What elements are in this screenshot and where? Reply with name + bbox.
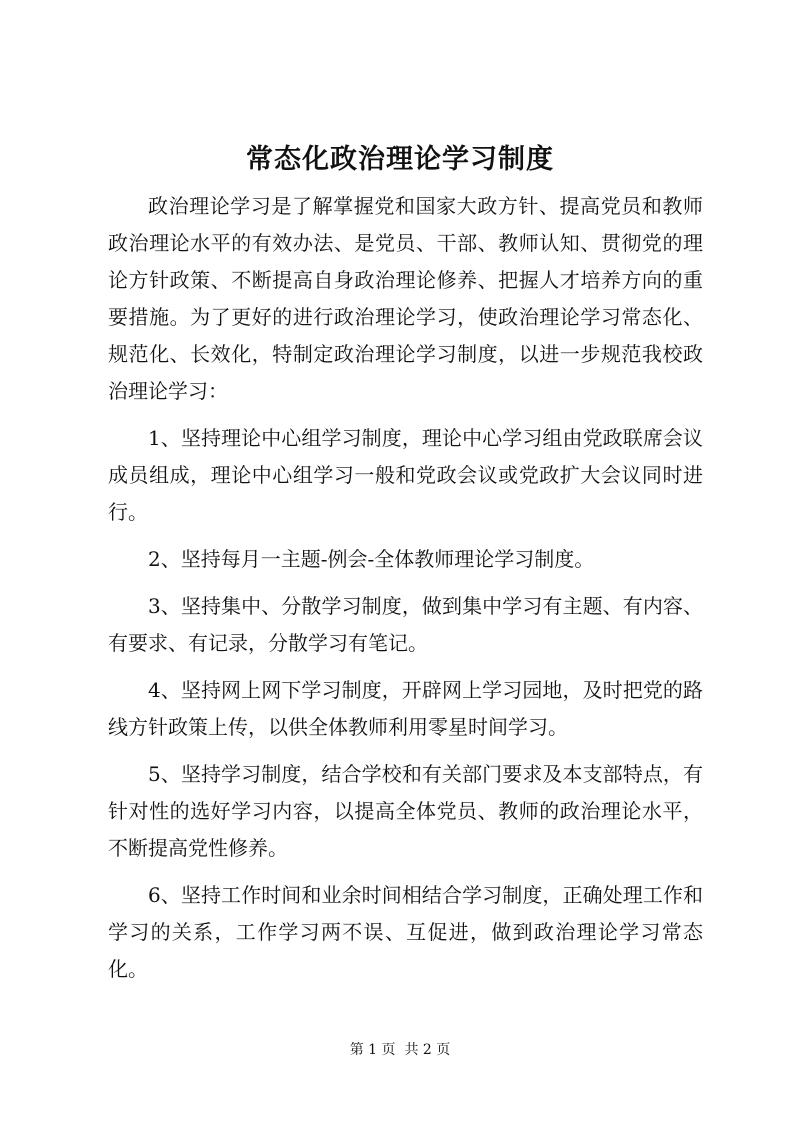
paragraph-item-3: 3、坚持集中、分散学习制度，做到集中学习有主题、有内容、有要求、有记录，分散学习有笔记。	[108, 594, 703, 655]
paragraph-item-2: 2、坚持每月一主题-例会-全体教师理论学习制度。	[148, 547, 595, 571]
paragraph-item-5: 5、坚持学习制度，结合学校和有关部门要求及本支部特点，有针对性的选好学习内容，以提高全体党员、教师的政治理论水平，不断提高党性修养。	[108, 762, 703, 860]
page-footer: 第 1 页 共 2 页	[349, 1042, 451, 1058]
document-title: 常态化政治理论学习制度	[246, 144, 554, 175]
document-body	[108, 188, 703, 998]
paragraph-item-6: 6、坚持工作时间和业余时间相结合学习制度，正确处理工作和学习的关系，工作学习两不误、互促进，做到政治理论学习常态化。	[108, 883, 703, 981]
paragraph-item-4: 4、坚持网上网下学习制度，开辟网上学习园地，及时把党的路线方针政策上传，以供全体教师利用零星时间学习。	[108, 678, 703, 739]
paragraph-intro: 政治理论学习是了解掌握党和国家大政方针、提高党员和教师政治理论水平的有效办法、是党员、干部、教师认知、贯彻党的理论方针政策、不断提高自身政治理论修养、把握人才培养方向的重要措施。为了更好的进行政治理论学习，使政治理论学习常态化、规范化、长效化，特制定政治理论学习制度，以进一步规范我校政治理论学习：	[108, 194, 703, 403]
paragraph-item-1: 1、坚持理论中心组学习制度，理论中心学习组由党政联席会议成员组成，理论中心组学习一般和党政会议或党政扩大会议同时进行。	[108, 426, 703, 524]
